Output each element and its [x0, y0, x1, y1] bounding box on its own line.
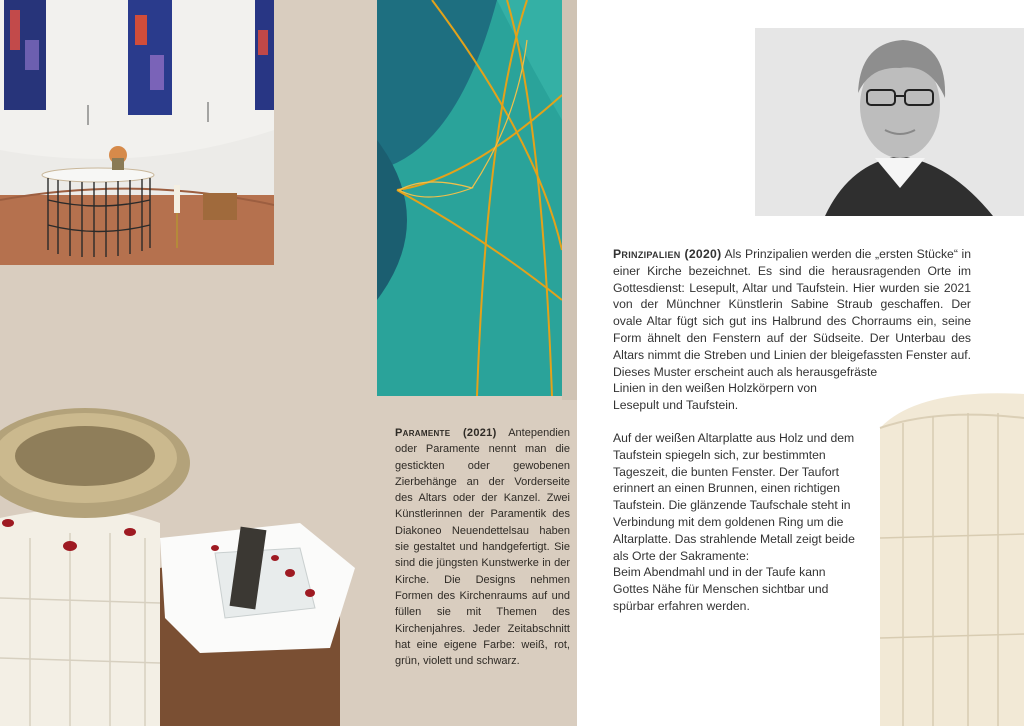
paramente-body: Antependien oder Paramente nennt man die gestickten oder gewobenen Zierbehänge an der Vorderseite des Altars oder der Kanzel. Zwei Künstlerinnen der Paramentik des Diakoneo Neuendettelsau haben sie gestaltet und handgefertigt. Sie sind die jüngsten Kunstwerke in der Kirche. Die Designs nehmen Formen des Kirchenraums auf und füllen sie mit Themen des Kirchenjahres. Jeder Zeitabschnitt hat eine eigene Farbe: weiß, rot, grün, violett und schwarz.: [395, 427, 570, 668]
prinzipalien-para1: [613, 246, 971, 380]
photo-chancel-altar: [0, 0, 274, 265]
prinzipalien-body-narrow: Linien in den weißen Holzkörpern von Lesepult und Taufstein.: [613, 381, 817, 413]
photo-green-parament: [377, 0, 577, 400]
prinzipalien-para3: Beim Abendmahl und in der Taufe kann Gottes Nähe für Menschen sichtbar und spürbar erfahren werden.: [613, 565, 829, 613]
photo-artist-portrait: [755, 28, 1024, 216]
photo-baptismal-font: [0, 398, 383, 726]
prinzipalien-text: [613, 246, 971, 615]
prinzipalien-body-wide: Als Prinzipalien werden die „ersten Stücke“ in einer Kirche bezeichnet. Es sind die herausragenden Orte im Gottesdienst: Lesepult, Altar und Taufstein. Hier wurden sie 2021 von der Münchner Künstlerin Sabine Straub geschaffen. Der ovale Altar fügt sich gut ins Halbrund des Chorraums ein, seine Form ähnelt den Fenstern auf der Südseite. Der Unterbau des Altars nimmt die Streben und Linien der bleigefassten Fenster auf. Dieses Muster erscheint auch als herausgefräste: [613, 247, 971, 379]
paramente-text: [395, 425, 570, 669]
paramente-heading: Paramente (2021): [395, 427, 497, 439]
prinzipalien-para2: Auf der weißen Altarplatte aus Holz und dem Taufstein spiegeln sich, zur bestimmten Tageszeit, die bunten Fenster. Der Taufort erinnert an einen Brunnen, einen richtigen Taufstein. Die glänzende Taufschale steht in Verbindung mit dem goldenen Ring um die Altarplatte. Das strahlende Metall zeigt beide als Orte der Sakramente:: [613, 430, 855, 563]
prinzipalien-heading: Prinzipalien (2020): [613, 247, 722, 261]
